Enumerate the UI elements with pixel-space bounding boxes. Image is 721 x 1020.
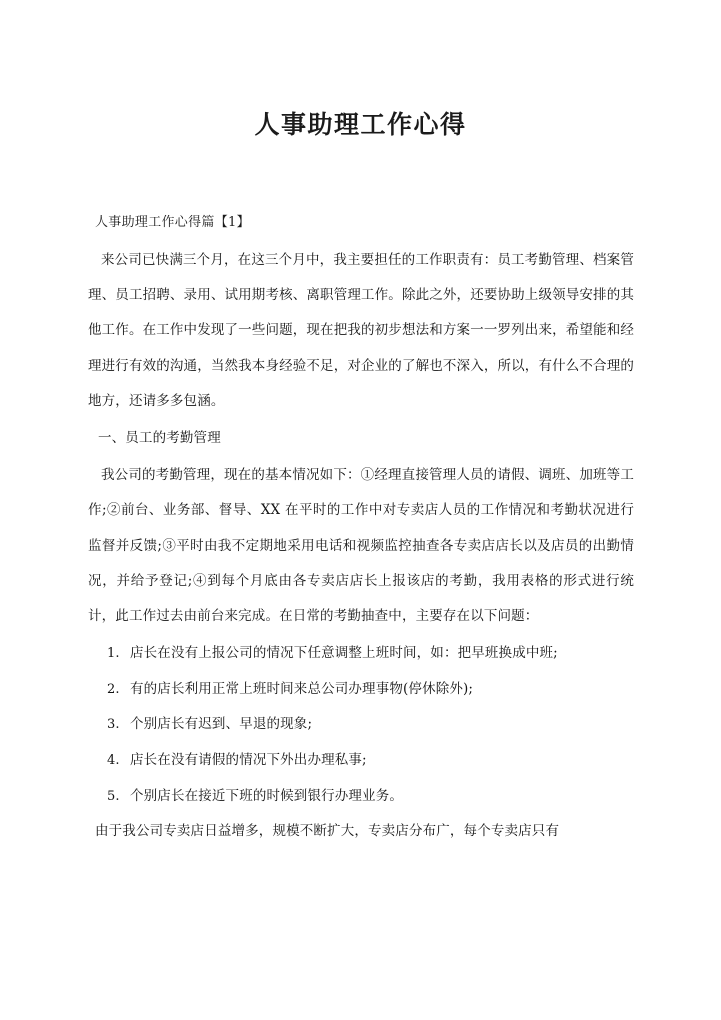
- list-item: [88, 672, 634, 708]
- list-item-label: 个别店长有迟到、早退的现象;: [130, 716, 313, 733]
- list-item-number: 3.: [107, 717, 120, 733]
- list-item-label: 店长在没有上报公司的情况下任意调整上班时间，如：把早班换成中班;: [130, 645, 558, 662]
- paragraph-closing: 由于我公司专卖店日益增多，规模不断扩大，专卖店分布广，每个专卖店只有: [95, 823, 560, 840]
- list-item-number: 2.: [107, 681, 120, 697]
- list-item-label: 个别店长在接近下班的时候到银行办理业务。: [130, 787, 403, 804]
- section-heading-attendance: 一、员工的考勤管理: [98, 430, 221, 447]
- paragraph-intro: 来公司已快满三个月，在这三个月中，我主要担任的工作职责有：员工考勤管理、档案管理、员工招聘、录用、试用期考核、离职管理工作。除此之外，还要协助上级领导安排的其他工作。在工作中发现了一些问题，现在把我的初步想法和方案一一罗列出来，希望能和经理进行有效的沟通，当然我本身经验不足，对企业的了解也不深入，所以，有什么不合理的地方，还请多多包涵。: [88, 252, 634, 409]
- list-item-number: 4.: [107, 753, 120, 769]
- issue-list: [88, 636, 634, 814]
- page-title: 人事助理工作心得: [254, 109, 467, 139]
- list-item-label: 店长在没有请假的情况下外出办理私事;: [130, 752, 367, 769]
- list-item-number: 5.: [107, 788, 120, 804]
- list-item-label: 有的店长利用正常上班时间来总公司办理事物(停休除外);: [130, 680, 474, 697]
- list-item: [88, 779, 634, 815]
- list-item: [88, 743, 634, 779]
- paragraph-attendance: 我公司的考勤管理，现在的基本情况如下：①经理直接管理人员的请假、调班、加班等工作;②前台、业务部、督导、XX 在平时的工作中对专卖店人员的工作情况和考勤状况进行监督并反馈;③平时由我不定期地采用电话和视频监控抽查各专卖店店长以及店员的出勤情况，并给予登记;④到每个月底由各专卖店店长上报该店的考勤，我用表格的形式进行统计，此工作过去由前台来完成。在日常的考勤抽查中，主要存在以下问题：: [88, 467, 634, 625]
- list-item: [88, 707, 634, 743]
- document-subtitle: 人事助理工作心得篇【1】: [95, 215, 250, 230]
- list-item-number: 1.: [107, 646, 120, 662]
- list-item: [88, 636, 634, 672]
- document-body: [88, 205, 634, 851]
